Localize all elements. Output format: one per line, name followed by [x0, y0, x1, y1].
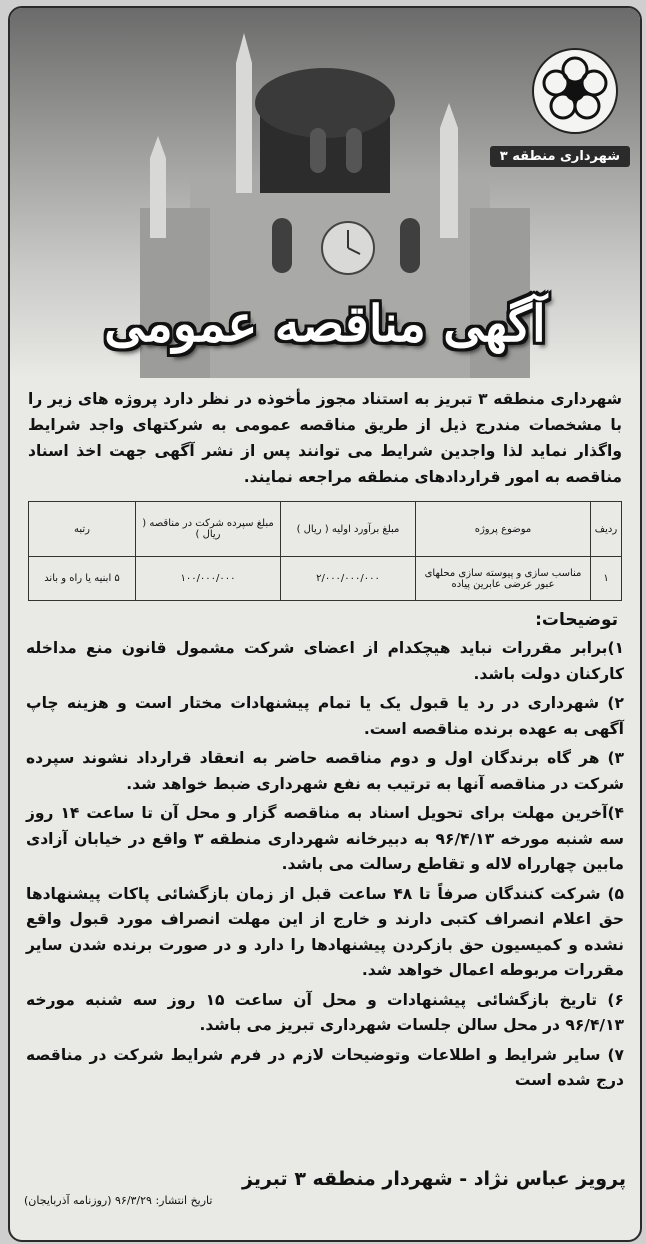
- note-item: ۵) شرکت کنندگان صرفاً تا ۴۸ ساعت قبل از زمان بازگشائی پاکات پیشنهادها حق اعلام انصراف کتبی دارند و خارج از این مهلت انصراف مورد قبول واقع نشده و کمیسیون حق بازکردن پیشنهادها را دارد و در صورت برنده شدن سایر مقررات مربوطه اعمال خواهد شد.: [26, 884, 624, 979]
- col-estimate-header: مبلغ برآورد اولیه ( ریال ): [281, 502, 416, 557]
- cell-subject: مناسب سازی و پیوسته سازی محلهای عبور عرضی عابرین پیاده: [416, 557, 591, 601]
- intro-paragraph: شهرداری منطقه ۳ تبریز به استناد مجوز مأخوذه در نظر دارد پروژه های زیر را با مشخصات مندرج ذیل از طریق مناقصه عمومی به شرکتهای واجد شرایط واگذار نماید لذا واجدین شرایط می توانند پس از نشر آگهی جهت اخذ اسناد مناقصه به امور قراردادهای منطقه مراجعه نمایند.: [28, 390, 622, 486]
- col-row-header: ردیف: [591, 502, 622, 557]
- header-banner: [10, 8, 640, 378]
- tender-notice: [8, 6, 642, 1242]
- table-row: [29, 557, 622, 601]
- col-subject-header: موضوع پروژه: [416, 502, 591, 557]
- municipality-logo: [532, 48, 618, 134]
- note-item: ۳) هر گاه برندگان اول و دوم مناقصه حاضر به انعقاد قرارداد نشوند سپرده شرکت در مناقصه آنها به ترتیب به نفع شهرداری ضبط خواهد شد.: [26, 749, 624, 793]
- note-item: ۷) سایر شرایط و اطلاعات وتوضیحات لازم در فرم شرایط شرکت در مناقصه درج شده است: [26, 1045, 624, 1089]
- cell-estimate: ۲/۰۰۰/۰۰۰/۰۰۰: [281, 557, 416, 601]
- col-rank-header: رتبه: [29, 502, 136, 557]
- cell-row: ۱: [591, 557, 622, 601]
- cell-rank: ۵ ابنیه یا راه و باند: [29, 557, 136, 601]
- signature: پرویز عباس نژاد - شهردار منطقه ۳ تبریز: [242, 1168, 626, 1190]
- flower-emblem-icon: [534, 50, 616, 132]
- col-deposit-header: مبلغ سپرده شرکت در مناقصه ( ریال ): [136, 502, 281, 557]
- page-title: آگهی مناقصه عمومی: [104, 294, 546, 353]
- org-label: شهرداری منطقه ۳: [490, 146, 630, 167]
- note-item: ۱)برابر مقررات نباید هیچکدام از اعضای شرکت مشمول قانون منع مداخله کارکنان دولت باشد.: [26, 639, 624, 683]
- table-header-row: [29, 502, 622, 557]
- note-item: ۶) تاریخ بازگشائی پیشنهادات و محل آن ساعت ۱۵ روز سه شنبه مورخه ۹۶/۴/۱۳ در محل سالن جلسات شهرداری تبریز می باشد.: [26, 990, 624, 1034]
- notes-heading: توضیحات:: [535, 610, 618, 630]
- notes-list: [26, 636, 624, 1098]
- cell-deposit: ۱۰۰/۰۰۰/۰۰۰: [136, 557, 281, 601]
- publish-date: تاریخ انتشار: ۹۶/۳/۲۹ (روزنامه آذربایجان): [24, 1194, 213, 1207]
- note-item: ۲) شهرداری در رد یا قبول یک یا تمام پیشنهادات مختار است و هزینه چاپ آگهی به عهده برنده مناقصه است.: [26, 694, 624, 738]
- note-item: ۴)آخرین مهلت برای تحویل اسناد به مناقصه گزار و محل آن تا ساعت ۱۴ روز سه شنبه مورخه ۹۶/۴/۱۳ به دبیرخانه شهرداری منطقه ۳ واقع در خیابان آزادی مابین چهارراه لاله و تقاطع رسالت می باشد.: [26, 804, 625, 873]
- projects-table: [28, 501, 622, 601]
